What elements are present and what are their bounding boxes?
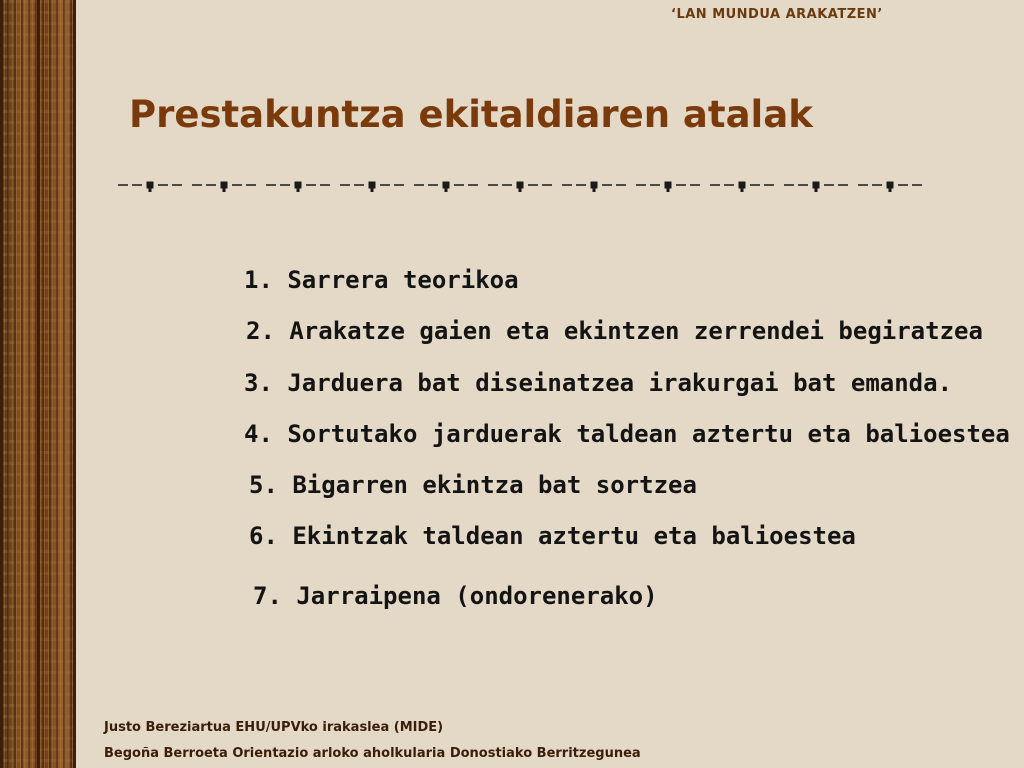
divider-dot xyxy=(667,189,669,192)
divider-dot xyxy=(519,189,521,192)
divider-dot xyxy=(147,182,153,188)
wood-border xyxy=(0,0,76,768)
footer-author-1: Justo Bereziartua EHU/UPVko irakaslea (MIDE) xyxy=(104,720,444,735)
divider-dot xyxy=(815,189,817,192)
divider-dot xyxy=(517,182,523,188)
dashed-divider xyxy=(118,178,990,192)
divider-dot xyxy=(593,189,595,192)
divider-dot xyxy=(443,182,449,188)
list-item: 1. Sarrera teorikoa xyxy=(244,266,519,294)
divider-dot xyxy=(297,189,299,192)
divider-dot xyxy=(813,182,819,188)
divider-dot xyxy=(887,182,893,188)
wood-edge xyxy=(73,0,76,768)
divider-dot xyxy=(371,189,373,192)
list-item: 2. Arakatze gaien eta ekintzen zerrendei begiratzea xyxy=(246,317,983,345)
divider-dot xyxy=(295,182,301,188)
divider-dot xyxy=(223,189,225,192)
list-item: 3. Jarduera bat diseinatzea irakurgai bat emanda. xyxy=(244,369,953,397)
divider-dot xyxy=(741,189,743,192)
divider-dot xyxy=(149,189,151,192)
divider-dot xyxy=(665,182,671,188)
wood-edge xyxy=(37,0,40,768)
divider-dot xyxy=(221,182,227,188)
divider-dot xyxy=(369,182,375,188)
divider-dot xyxy=(445,189,447,192)
divider-dot xyxy=(739,182,745,188)
divider-dot xyxy=(889,189,891,192)
list-item: 5. Bigarren ekintza bat sortzea xyxy=(249,471,697,499)
list-item: 6. Ekintzak taldean aztertu eta balioestea xyxy=(249,522,856,550)
list-item: 7. Jarraipena (ondorenerako) xyxy=(253,582,658,610)
divider-dot xyxy=(591,182,597,188)
header-title: ‘LAN MUNDUA ARAKATZEN’ xyxy=(671,7,883,22)
wood-edge xyxy=(0,0,3,768)
footer-author-2: Begoña Berroeta Orientazio arloko aholkularia Donostiako Berritzegunea xyxy=(104,746,641,761)
page-title: Prestakuntza ekitaldiaren atalak xyxy=(129,93,813,136)
list-item: 4. Sortutako jarduerak taldean aztertu eta balioestea xyxy=(244,420,1010,448)
